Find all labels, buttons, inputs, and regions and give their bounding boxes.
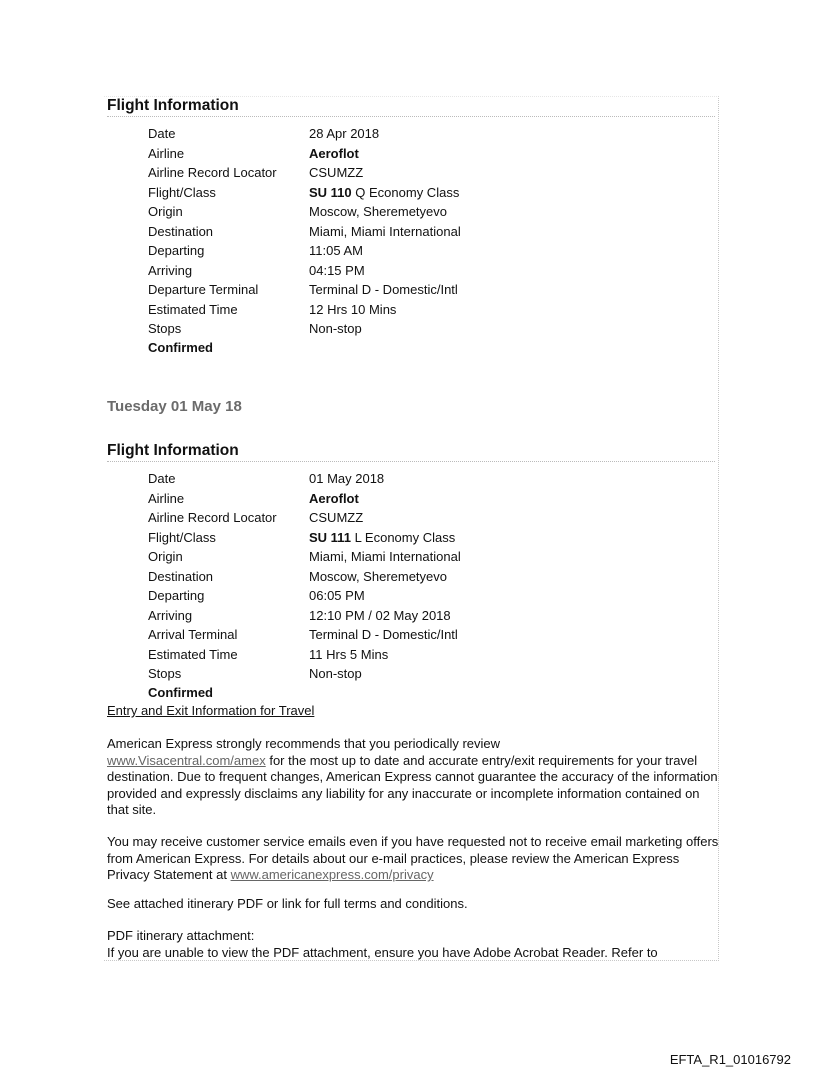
departing-value: 06:05 PM — [309, 588, 365, 603]
arriving-label: Arriving — [148, 262, 193, 278]
time-label: Estimated Time — [148, 646, 238, 662]
airline-label: Airline — [148, 490, 185, 506]
arriving-value: 12:10 PM / 02 May 2018 — [309, 607, 451, 623]
arriving-value: 04:15 PM — [309, 262, 365, 278]
entry-exit-info-link[interactable]: Entry and Exit Information for Travel — [107, 703, 315, 718]
flight2-status: Confirmed — [148, 685, 213, 700]
time-value: 11 Hrs 5 Mins — [309, 646, 389, 662]
departing-label: Departing — [148, 243, 205, 258]
email-notice-paragraph — [107, 834, 719, 884]
date-value: 28 Apr 2018 — [309, 126, 380, 141]
time-label: Estimated Time — [148, 301, 238, 317]
visacentral-link[interactable]: www.Visacentral.com/amex — [107, 752, 266, 768]
document-id: EFTA_R1_01016792 — [669, 1052, 791, 1067]
date-label: Date — [148, 126, 176, 141]
date-label: Date — [148, 471, 176, 486]
time-value: 12 Hrs 10 Mins — [309, 301, 397, 317]
class-text: L Economy Class — [354, 529, 456, 545]
airline-value: Aeroflot — [309, 490, 359, 506]
arriving-label: Arriving — [148, 607, 193, 623]
flight-number: SU 110 — [309, 184, 352, 200]
origin-value: Miami, Miami International — [309, 549, 461, 564]
destination-value: Miami, Miami International — [309, 223, 461, 239]
visa-notice-tail: for the most up to date and accurate entry/exit requirements for your travel destination. Due to frequent changes, American Express cannot guarantee the accuracy of the information provided and expressly disclaims any liability for any inaccurate or incomplete information contained on that site. — [107, 752, 718, 817]
flight-info-title: Flight Information — [107, 97, 715, 117]
pdf-attachment-heading: PDF itinerary attachment: — [107, 928, 255, 943]
stops-label: Stops — [148, 321, 182, 336]
origin-label: Origin — [148, 204, 183, 219]
day-heading: Tuesday 01 May 18 — [107, 398, 242, 415]
pdf-attachment-paragraph — [107, 928, 719, 961]
origin-label: Origin — [148, 549, 183, 564]
flightclass-label: Flight/Class — [148, 184, 216, 200]
terminal-value: Terminal D - Domestic/Intl — [309, 627, 458, 642]
stops-label: Stops — [148, 666, 182, 681]
locator-label: Airline Record Locator — [148, 165, 277, 180]
departing-label: Departing — [148, 588, 205, 603]
flight-number: SU 111 — [309, 529, 351, 545]
flightclass-value — [309, 530, 455, 546]
departing-value: 11:05 AM — [309, 243, 363, 258]
terminal-label: Arrival Terminal — [148, 627, 238, 642]
flightclass-value — [309, 185, 459, 201]
terminal-value: Terminal D - Domestic/Intl — [309, 282, 458, 297]
flight1-status: Confirmed — [148, 340, 213, 355]
origin-value: Moscow, Sheremetyevo — [309, 204, 448, 219]
terms-paragraph: See attached itinerary PDF or link for full terms and conditions. — [107, 896, 468, 911]
privacy-link[interactable]: www.americanexpress.com/privacy — [230, 867, 434, 882]
locator-label: Airline Record Locator — [148, 510, 277, 525]
flightclass-label: Flight/Class — [148, 529, 216, 545]
destination-label: Destination — [148, 223, 214, 239]
visa-notice-paragraph — [107, 736, 719, 819]
flight-info-title: Flight Information — [107, 442, 715, 462]
locator-value: CSUMZZ — [309, 510, 364, 525]
stops-value: Non-stop — [309, 321, 362, 336]
pdf-attachment-text: If you are unable to view the PDF attachment, ensure you have Adobe Acrobat Reader. Refer to — [107, 944, 658, 960]
destination-label: Destination — [148, 568, 214, 584]
destination-value: Moscow, Sheremetyevo — [309, 568, 448, 584]
stops-value: Non-stop — [309, 666, 362, 681]
visa-notice-lead: American Express strongly recommends that you periodically review — [107, 736, 501, 751]
terminal-label: Departure Terminal — [148, 282, 259, 297]
class-text: Q Economy Class — [355, 184, 460, 200]
airline-value: Aeroflot — [309, 145, 359, 161]
locator-value: CSUMZZ — [309, 165, 364, 180]
date-value: 01 May 2018 — [309, 471, 385, 486]
email-notice-text: You may receive customer service emails even if you have requested not to receive email marketing offers from American Express. For details about our e-mail practices, please review the American Express Privacy Statement at — [107, 834, 719, 882]
airline-label: Airline — [148, 145, 185, 161]
